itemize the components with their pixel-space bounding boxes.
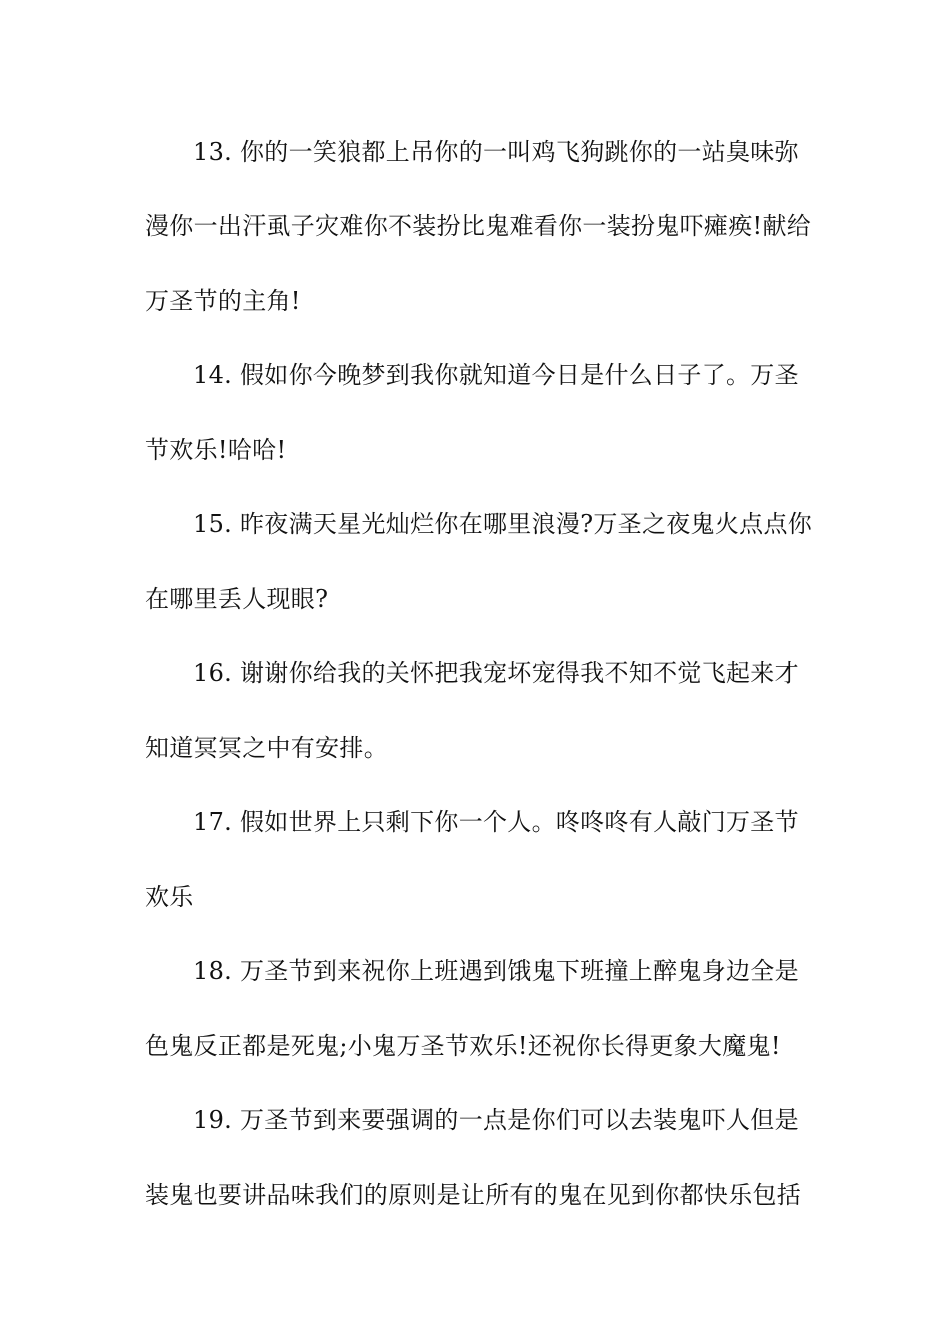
item-18-line-2: 色鬼反正都是死鬼;小鬼万圣节欢乐!还祝你长得更象大魔鬼! (145, 1032, 781, 1060)
item-13-line-3: 万圣节的主角! (145, 287, 301, 315)
item-19-line-2: 装鬼也要讲品味我们的原则是让所有的鬼在见到你都快乐包括 (145, 1181, 802, 1209)
item-17-line-1: 17. 假如世界上只剩下你一个人。咚咚咚有人敲门万圣节 (193, 808, 799, 836)
item-15-line-1: 15. 昨夜满天星光灿烂你在哪里浪漫?万圣之夜鬼火点点你 (193, 510, 813, 538)
item-17-line-2: 欢乐 (145, 883, 194, 911)
item-13-line-1: 13. 你的一笑狼都上吊你的一叫鸡飞狗跳你的一站臭味弥 (193, 138, 799, 166)
item-13-line-2: 漫你一出汗虱子灾难你不装扮比鬼难看你一装扮鬼吓瘫痪!献给 (145, 212, 812, 240)
item-16-line-2: 知道冥冥之中有安排。 (145, 734, 388, 762)
item-19-line-1: 19. 万圣节到来要强调的一点是你们可以去装鬼吓人但是 (193, 1106, 799, 1134)
item-18-line-1: 18. 万圣节到来祝你上班遇到饿鬼下班撞上醉鬼身边全是 (193, 957, 799, 985)
item-16-line-1: 16. 谢谢你给我的关怀把我宠坏宠得我不知不觉飞起来才 (193, 659, 799, 687)
item-14-line-2: 节欢乐!哈哈! (145, 436, 287, 464)
item-14-line-1: 14. 假如你今晚梦到我你就知道今日是什么日子了。万圣 (193, 361, 799, 389)
item-15-line-2: 在哪里丢人现眼? (145, 585, 329, 613)
